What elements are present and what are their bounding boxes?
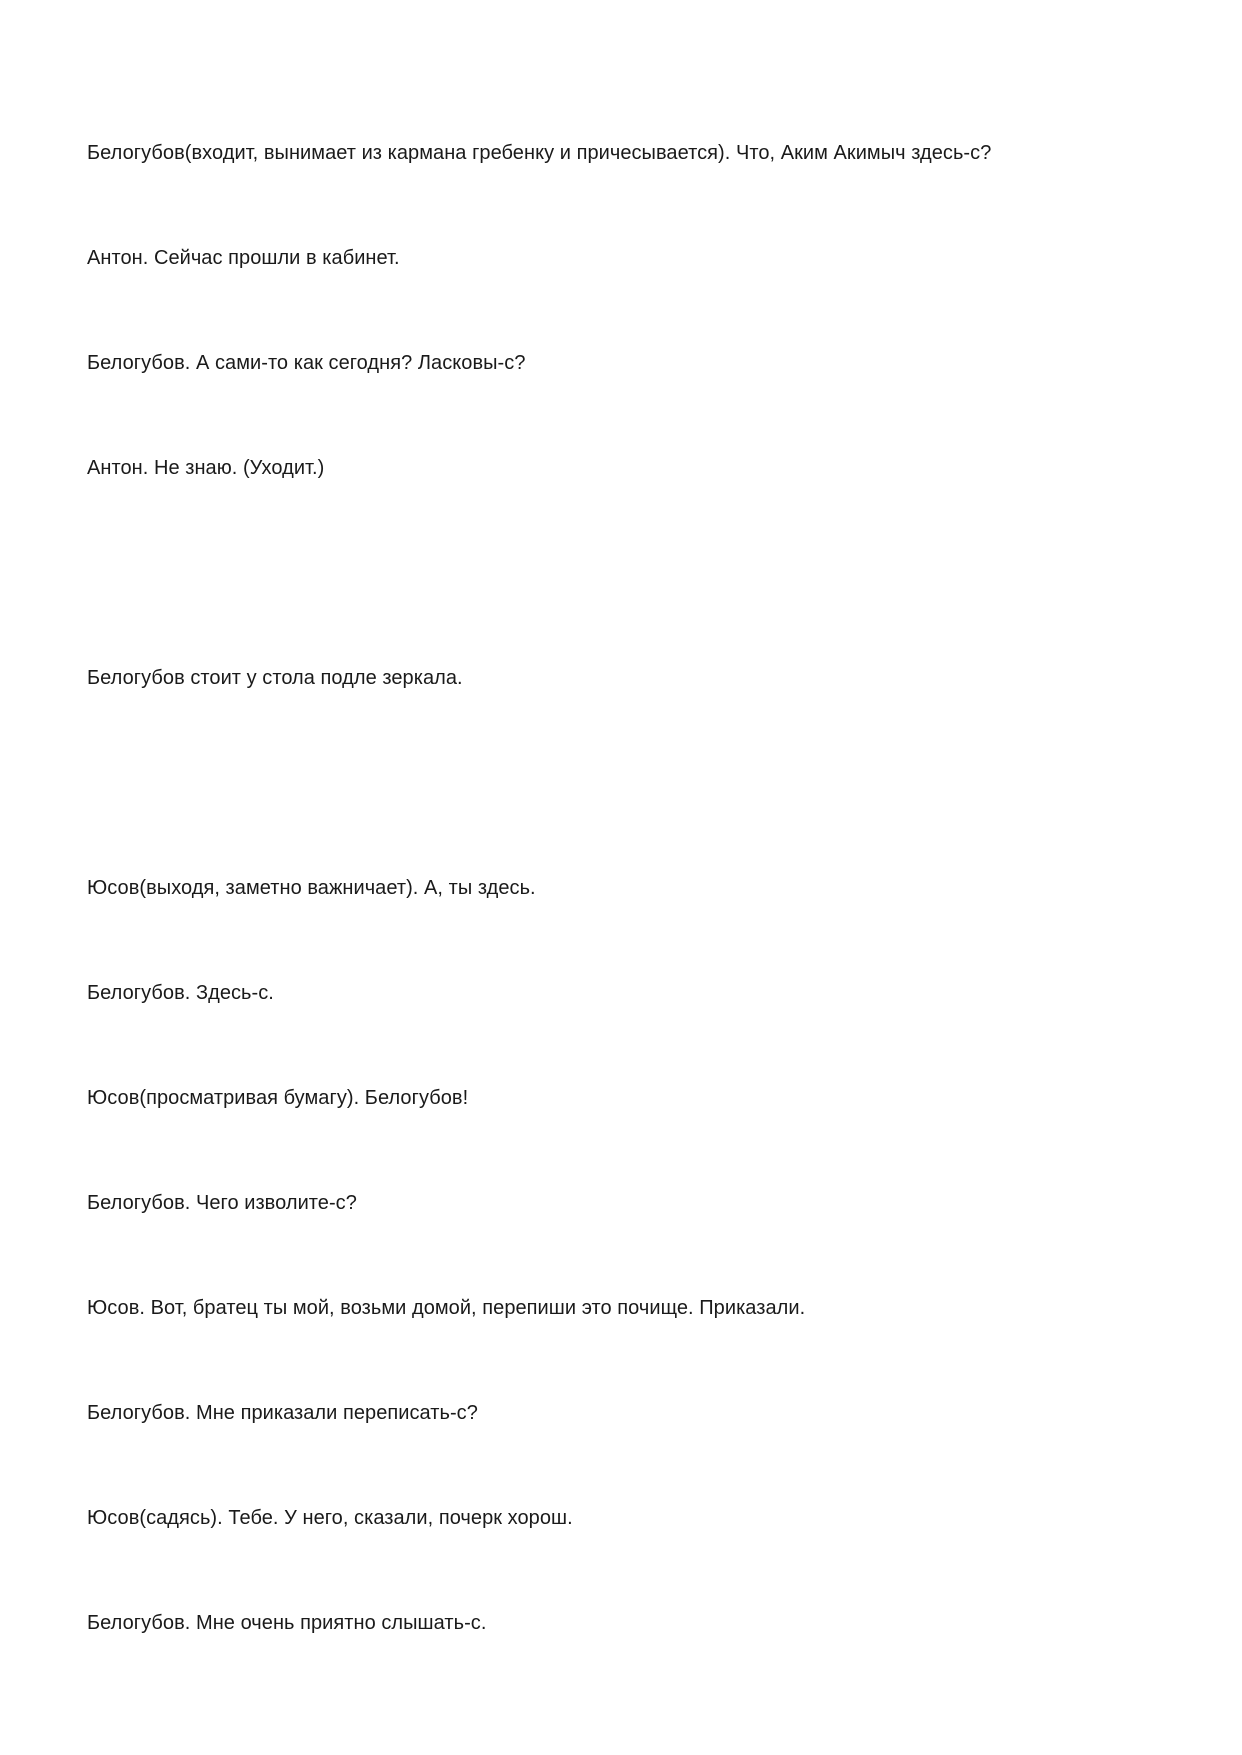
stage-direction-mirror: Белогубов стоит у стола подле зеркала. bbox=[87, 667, 463, 689]
dialogue-line-belogubov-question: Белогубов. А сами-то как сегодня? Ласковы-с? bbox=[87, 352, 526, 374]
dialogue-line-belogubov-enters: Белогубов(входит, вынимает из кармана гребенку и причесывается). Что, Аким Акимыч здесь-с? bbox=[87, 142, 992, 164]
dialogue-line-belogubov-pleased: Белогубов. Мне очень приятно слышать-с. bbox=[87, 1612, 487, 1634]
dialogue-line-belogubov-confirms: Белогубов. Мне приказали переписать-с? bbox=[87, 1402, 478, 1424]
dialogue-line-yusov-orders: Юсов. Вот, братец ты мой, возьми домой, перепиши это почище. Приказали. bbox=[87, 1297, 806, 1319]
dialogue-line-anton-exits: Антон. Не знаю. (Уходит.) bbox=[87, 457, 325, 479]
dialogue-line-yusov-calls: Юсов(просматривая бумагу). Белогубов! bbox=[87, 1087, 469, 1109]
dialogue-line-yusov-enters: Юсов(выходя, заметно важничает). А, ты здесь. bbox=[87, 877, 536, 899]
dialogue-line-yusov-handwriting: Юсов(садясь). Тебе. У него, сказали, почерк хорош. bbox=[87, 1507, 573, 1529]
dialogue-line-anton-reply: Антон. Сейчас прошли в кабинет. bbox=[87, 247, 400, 269]
dialogue-line-belogubov-here: Белогубов. Здесь-с. bbox=[87, 982, 274, 1004]
dialogue-line-belogubov-asks: Белогубов. Чего изволите-с? bbox=[87, 1192, 357, 1214]
